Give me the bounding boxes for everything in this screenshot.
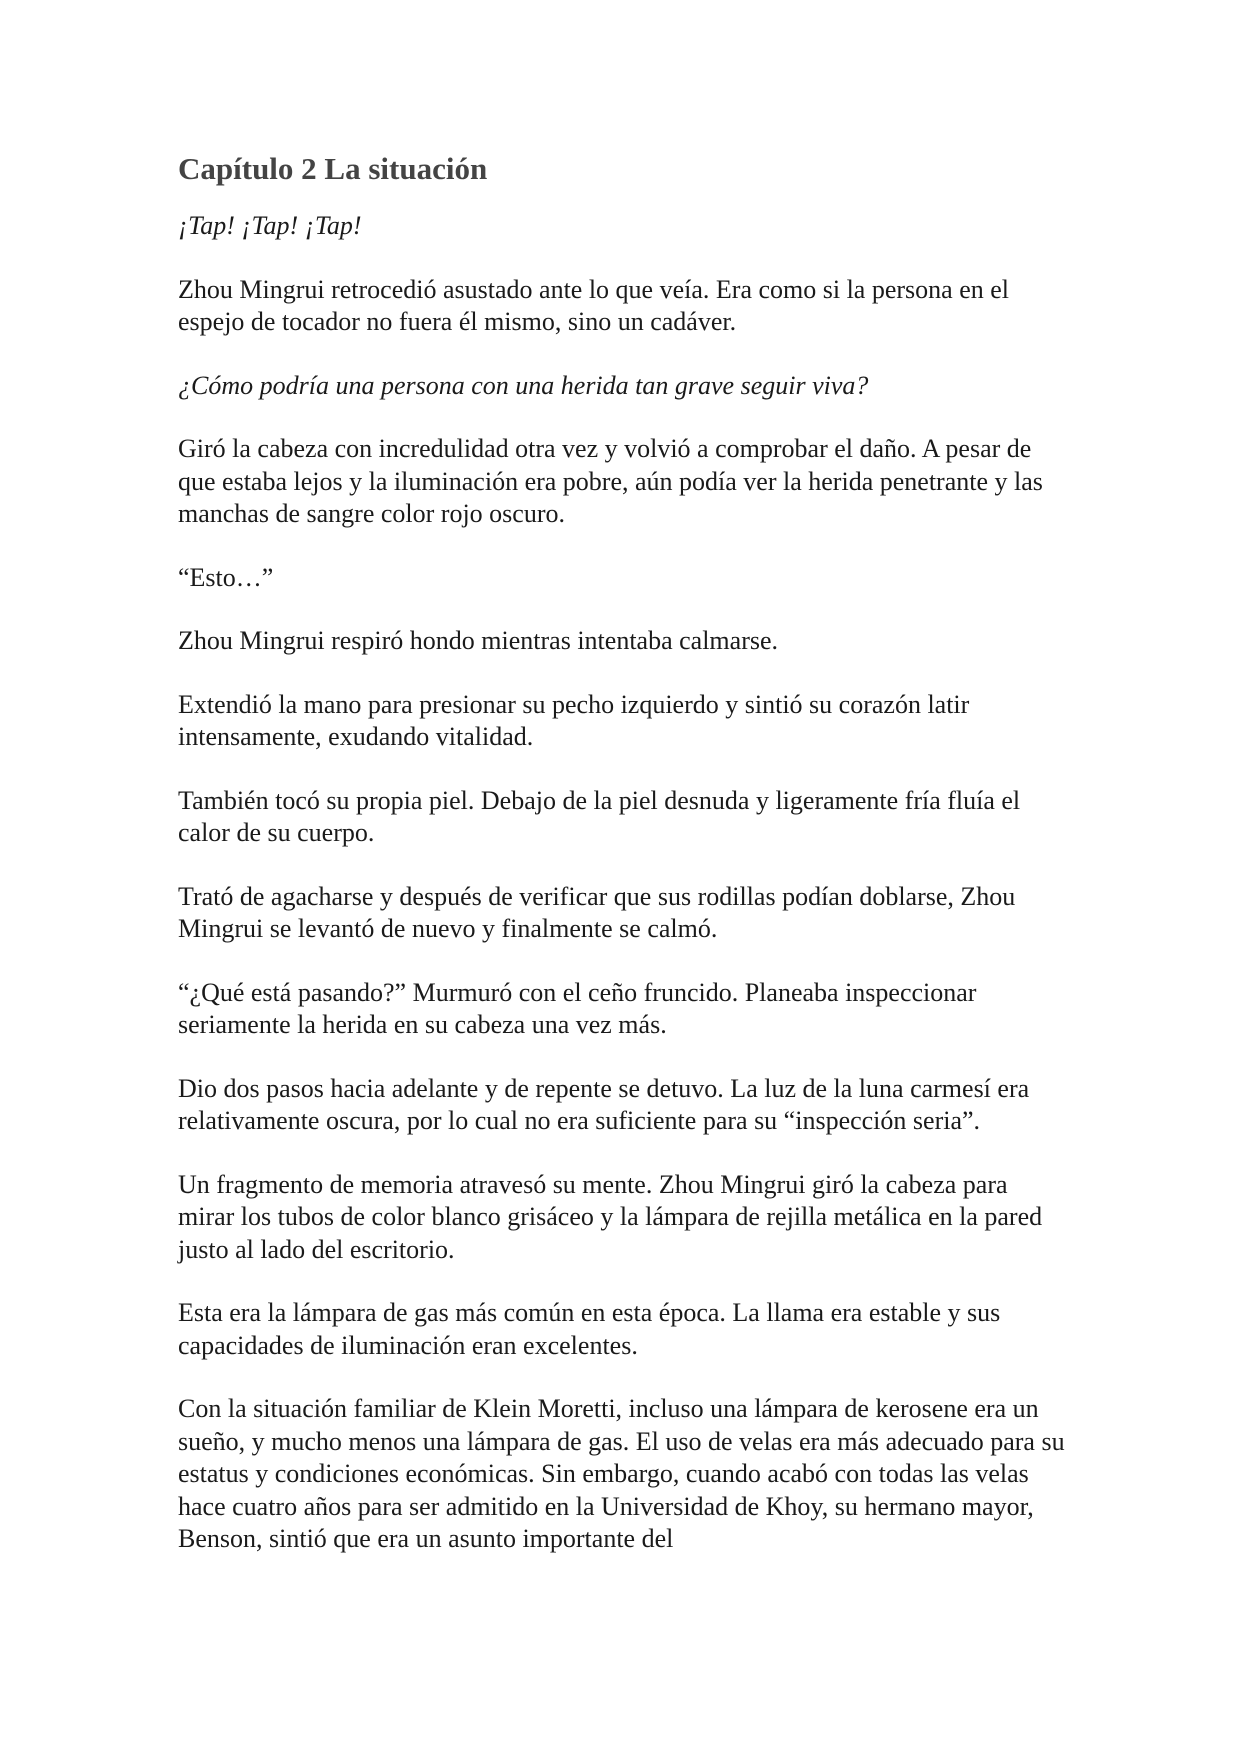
paragraph: Extendió la mano para presionar su pecho izquierdo y sintió su corazón latir intensamente, exudando vitalidad.: [178, 689, 970, 751]
paragraph: Con la situación familiar de Klein Moretti, incluso una lámpara de kerosene era un sueño, y mucho menos una lámpara de gas. El uso de velas era más adecuado para su estatus y condiciones económicas. Sin embargo, cuando acabó con todas las velas hace cuatro años para ser admitido en la Universidad de Khoy, su hermano mayor, Benson, sintió que era un asunto importante del: [178, 1394, 1065, 1553]
paragraph: Esta era la lámpara de gas más común en esta época. La llama era estable y sus capacidades de iluminación eran excelentes.: [178, 1298, 1001, 1360]
paragraph: Trató de agacharse y después de verificar que sus rodillas podían doblarse, Zhou Mingrui se levantó de nuevo y finalmente se calmó.: [178, 881, 1016, 943]
paragraph: ¿Cómo podría una persona con una herida tan grave seguir viva?: [178, 370, 869, 400]
paragraph: “¿Qué está pasando?” Murmuró con el ceño fruncido. Planeaba inspeccionar seriamente la herida en su cabeza una vez más.: [178, 977, 977, 1039]
paragraph: ¡Tap! ¡Tap! ¡Tap!: [178, 211, 362, 240]
paragraph: Zhou Mingrui respiró hondo mientras intentaba calmarse.: [178, 626, 779, 655]
chapter-title: Capítulo 2 La situación: [178, 151, 488, 186]
paragraph: “Esto…”: [178, 562, 274, 592]
document-page: [178, 150, 1070, 1587]
paragraph: También tocó su propia piel. Debajo de la piel desnuda y ligeramente fría fluía el calor de su cuerpo.: [178, 785, 1021, 847]
paragraph: Dio dos pasos hacia adelante y de repente se detuvo. La luz de la luna carmesí era relativamente oscura, por lo cual no era suficiente para su “inspección seria”.: [178, 1073, 1030, 1135]
paragraph: Un fragmento de memoria atravesó su mente. Zhou Mingrui giró la cabeza para mirar los tubos de color blanco grisáceo y la lámpara de rejilla metálica en la pared justo al lado del escritorio.: [178, 1169, 1043, 1264]
paragraph: Giró la cabeza con incredulidad otra vez y volvió a comprobar el daño. A pesar de que estaba lejos y la iluminación era pobre, aún podía ver la herida penetrante y las manchas de sangre color rojo oscuro.: [178, 434, 1043, 528]
paragraph: Zhou Mingrui retrocedió asustado ante lo que veía. Era como si la persona en el espejo de tocador no fuera él mismo, sino un cadáver.: [178, 274, 1010, 336]
